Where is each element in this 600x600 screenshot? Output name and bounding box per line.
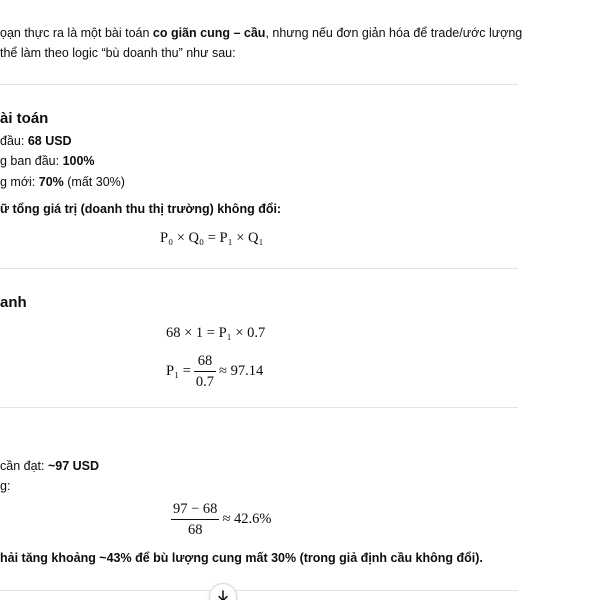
increase-line: g: xyxy=(0,479,11,493)
intro-text-rest: , nhưng nếu đơn giản hóa để trade/ước lượng xyxy=(265,26,523,40)
equation-1: 68 × 1 = P₁ × 0.7 xyxy=(166,325,266,341)
fraction-numerator: 68 xyxy=(194,353,216,372)
intro-line-2: thể làm theo logic “bù doanh thu” như sau: xyxy=(0,46,236,60)
intro-emphasis: co giãn cung – cầu xyxy=(152,26,266,40)
target-price-line xyxy=(0,458,99,474)
divider xyxy=(0,407,518,408)
equation-percent xyxy=(168,501,271,538)
divider xyxy=(0,590,518,591)
intro-text: ọạn thực ra là một bài toán xyxy=(0,26,153,40)
item-value: 100% xyxy=(62,154,95,168)
fraction xyxy=(194,353,216,390)
section-heading-calc: anh xyxy=(0,294,27,311)
divider xyxy=(0,84,518,85)
item-label: g ban đầu: xyxy=(0,154,63,168)
item-note: (mất 30%) xyxy=(63,175,125,189)
conclusion-text: hải tăng khoảng ~43% để bù lượng cung mất 30% (trong giả định cầu không đổi). xyxy=(0,551,483,565)
arrow-down-icon xyxy=(216,589,230,600)
assumption-text: ữ tổng giá trị (doanh thu thị trường) không đổi: xyxy=(0,202,282,216)
fraction xyxy=(171,501,219,538)
equation-2 xyxy=(166,353,263,390)
formula-conservation xyxy=(160,229,264,247)
eq-rhs: ≈ 97.14 xyxy=(219,362,264,379)
item-value: 70% xyxy=(38,175,64,189)
divider xyxy=(0,268,518,269)
intro-line-1 xyxy=(0,25,522,41)
target-label: cần đạt: xyxy=(0,459,48,473)
fraction-denominator: 68 xyxy=(187,522,203,538)
list-item xyxy=(0,174,125,190)
fraction-denominator: 0.7 xyxy=(195,374,215,390)
scroll-to-bottom-button[interactable] xyxy=(209,583,237,600)
item-label: g mới: xyxy=(0,175,39,189)
fraction-numerator: 97 − 68 xyxy=(171,501,219,520)
item-value: 68 USD xyxy=(27,134,72,148)
item-label: đầu: xyxy=(0,134,28,148)
target-value: ~97 USD xyxy=(47,459,100,473)
list-item xyxy=(0,133,72,149)
section-heading-problem: ài toán xyxy=(0,110,49,127)
eq-rhs: ≈ 42.6% xyxy=(222,510,272,527)
list-item xyxy=(0,153,95,169)
formula-text: P₀ × Q₀ = P₁ × Q₁ xyxy=(160,230,264,246)
eq-lhs: P₁ = xyxy=(166,362,191,379)
